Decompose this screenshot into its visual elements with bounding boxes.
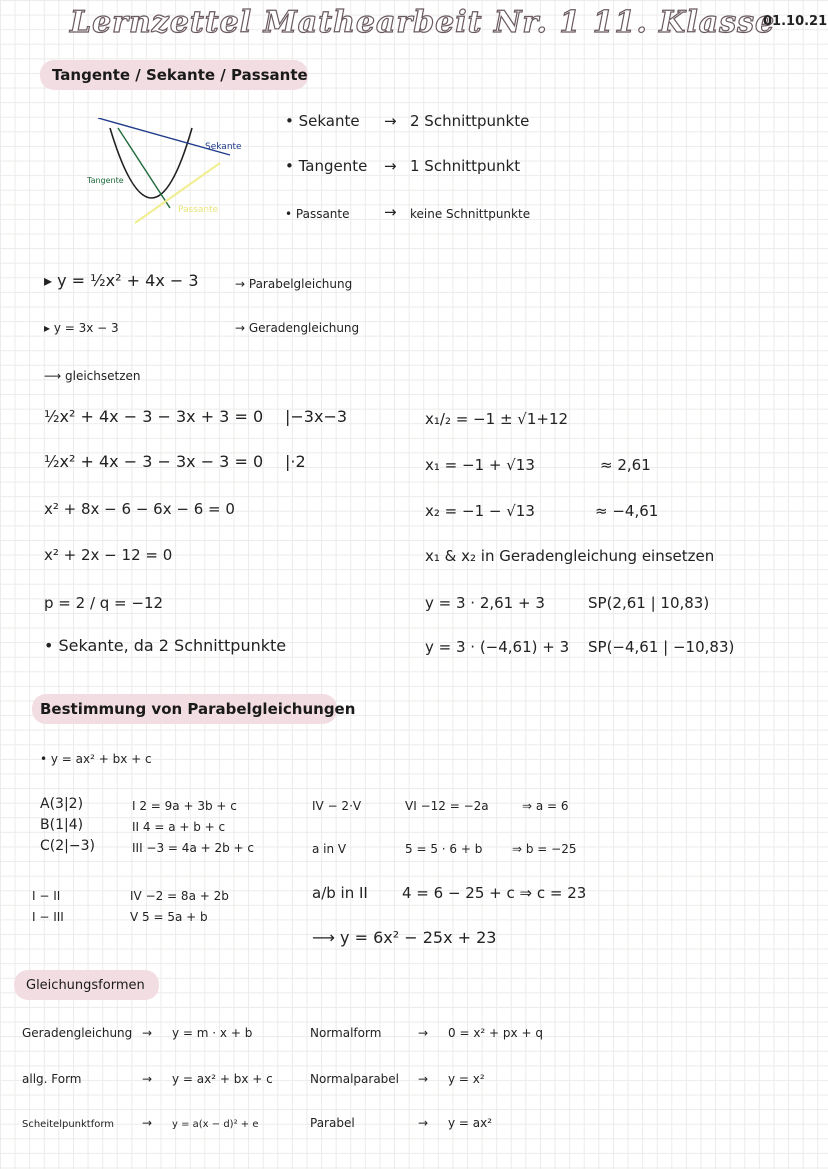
bullet-passante-term: • Passante [285,207,350,221]
form-formula-scheitel: y = a(x − d)² + e [172,1119,259,1130]
label-tangente: Tangente [87,176,124,185]
form-arrow-normalparabel: → [418,1072,429,1086]
form-name-parabel: Parabel [310,1116,355,1130]
eq-parabel: ▸ y = ½x² + 4x − 3 [44,271,199,290]
bullet-tangente-term: • Tangente [285,157,368,175]
form-arrow-normalform: → [418,1026,429,1040]
general-form: • y = ax² + bx + c [40,752,152,766]
section-heading-tangente: Tangente / Sekante / Passante [52,66,308,84]
result-v: V 5 = 5a + b [130,910,208,924]
section-heading-bestimmung: Bestimmung von Parabelgleichungen [40,700,356,718]
form-arrow-scheitel: → [142,1116,153,1130]
bullet-passante-desc: keine Schnittpunkte [410,207,531,221]
calc-right-2: x₁ = −1 + √13 [425,456,535,474]
form-name-normalparabel: Normalparabel [310,1072,400,1086]
form-name-allg: allg. Form [22,1072,82,1086]
eq-parabel-note: → Parabelgleichung [235,277,353,291]
calc-line-2: ½x² + 4x − 3 − 3x − 3 = 0 [44,452,264,471]
eq-gerade: ▸ y = 3x − 3 [44,321,119,335]
calc-line-1-op: |−3x−3 [285,407,348,426]
form-formula-gerade: y = m · x + b [172,1026,253,1040]
form-formula-parabel: y = ax² [448,1116,493,1130]
final-equation: ⟶ y = 6x² − 25x + 23 [312,928,497,947]
calc-line-3: x² + 8x − 6 − 6x − 6 = 0 [44,500,235,518]
form-arrow-allg: → [142,1072,153,1086]
form-name-scheitel: Scheitelpunktform [22,1119,115,1130]
calc-line-2-op: |·2 [285,452,306,471]
point-c: C(2|−3) [40,838,95,854]
diff-i-iii: I − III [32,910,64,924]
step1-result: VI −12 = −2a [405,799,489,813]
form-name-normalform: Normalform [310,1026,382,1040]
diff-i-ii: I − II [32,889,61,903]
step2: a in V [312,842,347,856]
step1: IV − 2·V [312,799,362,813]
label-sekante: Sekante [205,142,242,152]
equation-ii: II 4 = a + b + c [132,820,226,834]
result-iv: IV −2 = 8a + 2b [130,889,229,903]
date: 01.10.21 [763,14,828,29]
section-heading-gleichungsformen: Gleichungsformen [26,978,145,993]
calc-line-1: ½x² + 4x − 3 − 3x + 3 = 0 [44,407,264,426]
bullet-tangente-arrow: → [384,157,397,175]
form-arrow-gerade: → [142,1026,153,1040]
step1-a: ⇒ a = 6 [522,799,569,813]
form-formula-allg: y = ax² + bx + c [172,1072,273,1086]
page-title: Lernzettel Mathearbeit Nr. 1 11. Klasse [70,5,776,40]
label-passante: Passante [178,205,219,215]
bullet-tangente-desc: 1 Schnittpunkt [410,157,521,175]
calc-right-1: x₁/₂ = −1 ± √1+12 [425,410,569,428]
form-name-gerade: Geradengleichung [22,1026,133,1040]
step2-b: ⇒ b = −25 [512,842,577,856]
step3: a/b in II [312,884,368,902]
calc-right-2-approx: ≈ 2,61 [600,456,651,474]
calc-conclusion: • Sekante, da 2 Schnittpunkte [44,636,287,655]
calc-right-5: y = 3 · 2,61 + 3 [425,594,545,612]
calc-line-4: x² + 2x − 12 = 0 [44,546,173,564]
calc-right-3: x₂ = −1 − √13 [425,502,535,520]
step3-result: 4 = 6 − 25 + c ⇒ c = 23 [402,884,587,902]
calc-right-5-sp: SP(2,61 | 10,83) [588,594,710,612]
point-b: B(1|4) [40,817,84,833]
form-arrow-parabel: → [418,1116,429,1130]
equate-note: ⟶ gleichsetzen [44,369,141,383]
calc-right-3-approx: ≈ −4,61 [595,502,659,520]
bullet-passante-arrow: → [384,203,397,221]
equation-i: I 2 = 9a + 3b + c [132,799,237,813]
calc-right-6: y = 3 · (−4,61) + 3 [425,638,570,656]
equation-iii: III −3 = 4a + 2b + c [132,841,255,855]
eq-gerade-note: → Geradengleichung [235,321,360,335]
step2-result: 5 = 5 · 6 + b [405,842,483,856]
calc-line-5: p = 2 / q = −12 [44,594,164,612]
form-formula-normalparabel: y = x² [448,1072,485,1086]
bullet-sekante-term: • Sekante [285,112,360,130]
calc-right-4: x₁ & x₂ in Geradengleichung einsetzen [425,547,715,565]
calc-right-6-sp: SP(−4,61 | −10,83) [588,638,735,656]
form-formula-normalform: 0 = x² + px + q [448,1026,543,1040]
point-a: A(3|2) [40,796,84,812]
bullet-sekante-desc: 2 Schnittpunkte [410,112,530,130]
bullet-sekante-arrow: → [384,112,397,130]
